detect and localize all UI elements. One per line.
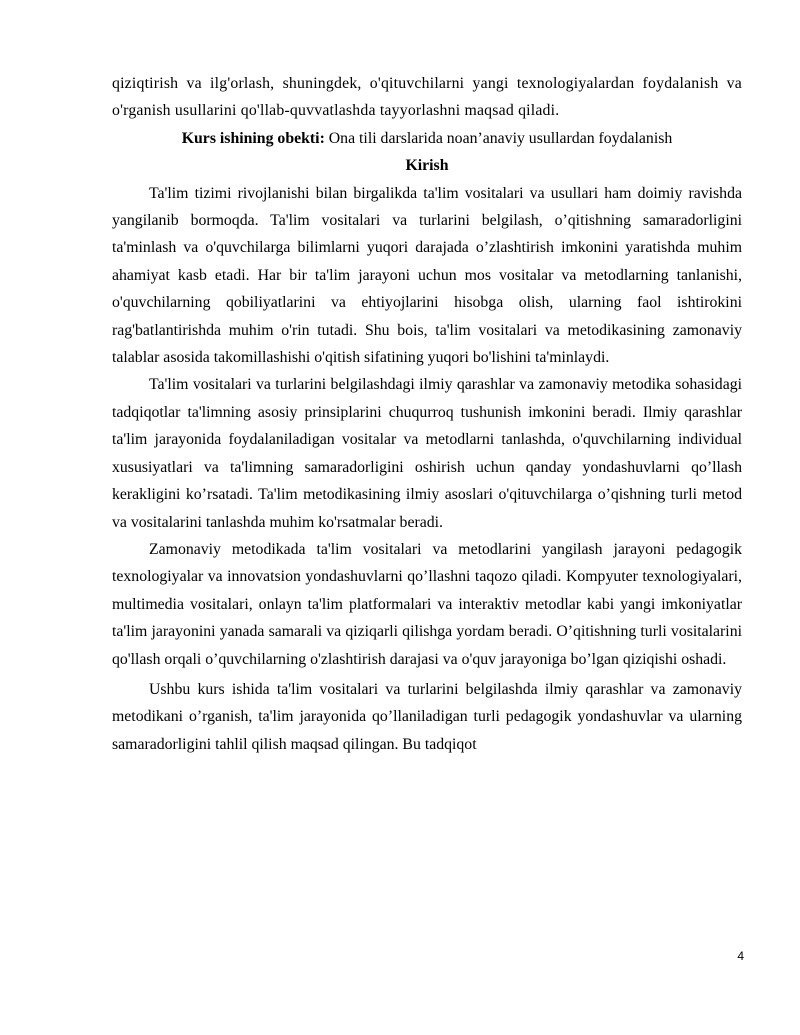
document-page <box>112 70 742 758</box>
course-object-label: Kurs ishining obekti: <box>181 129 325 147</box>
section-heading: Kirish <box>405 157 449 175</box>
body-paragraph-2: Ta'lim vositalari va turlarini belgilashdagi ilmiy qarashlar va zamonaviy metodika sohasidagi tadqiqotlar ta'limning asosiy prinsiplarini chuqurroq tushunish imkonini beradi. Ilmiy qarashlar ta'lim jarayonida foydalaniladigan vositalar va metodlarni tanlashda, o'quvchilarning individual xususiyatlari va ta'limning samaradorligini oshirish uchun qanday yondashuvlarni qo’llash kerakligini ko’rsatadi. Ta'lim metodikasining ilmiy asoslari o'qituvchilarga o’qishning turli metod va vositalarini tanlashda muhim ko'rsatmalar beradi. <box>112 376 742 531</box>
body-paragraph-3: Zamonaviy metodikada ta'lim vositalari va metodlarini yangilash jarayoni pedagogik texnologiyalar va innovatsion yondashuvlarni qo’llashni taqozo qiladi. Kompyuter texnologiyalari, multimedia vositalari, onlayn ta'lim platformalari va interaktiv metodlar kabi yangi imkoniyatlar ta'lim jarayonini yanada samarali va qiziqarli qilishga yordam beradi. O’qitishning turli vositalarini qo'llash orqali o’quvchilarning o'zlashtirish darajasi va o'quv jarayoniga bo’lgan qiziqishi oshadi. <box>112 540 742 668</box>
course-object-line <box>112 125 742 152</box>
intro-continuation-paragraph: qiziqtirish va ilg'orlash, shuningdek, o'qituvchilarni yangi texnologiyalardan foydalanish va o'rganish usullarini qo'llab-quvvatlashda tayyorlashni maqsad qiladi. <box>112 75 742 120</box>
course-object-text: Ona tili darslarida noan’anaviy usullardan foydalanish <box>324 129 673 147</box>
body-paragraph-1: Ta'lim tizimi rivojlanishi bilan birgalikda ta'lim vositalari va usullari ham doimiy ravishda yangilanib bormoqda. Ta'lim vositalari va turlarini belgilash, o’qitishning samaradorligini ta'minlash va o'quvchilarga bilimlarni yuqori darajada o’zlashtirish imkonini yaratishda muhim ahamiyat kasb etadi. Har bir ta'lim jarayoni uchun mos vositalar va metodlarning tanlanishi, o'quvchilarning qobiliyatlarini va ehtiyojlarini hisobga olish, ularning faol ishtirokini rag'batlantirishda muhim o'rin tutadi. Shu bois, ta'lim vositalari va metodikasining zamonaviy talablar asosida takomillashishi o'qitish sifatining yuqori bo'lishini ta'minlaydi. <box>112 184 742 367</box>
body-paragraph-4: Ushbu kurs ishida ta'lim vositalari va turlarini belgilashda ilmiy qarashlar va zamonaviy metodikani o’rganish, ta'lim jarayonida qo’llaniladigan turli pedagogik yondashuvlar va ularning samaradorligini tahlil qilish maqsad qilingan. Bu tadqiqot <box>112 680 742 753</box>
page-number: 4 <box>737 949 744 963</box>
